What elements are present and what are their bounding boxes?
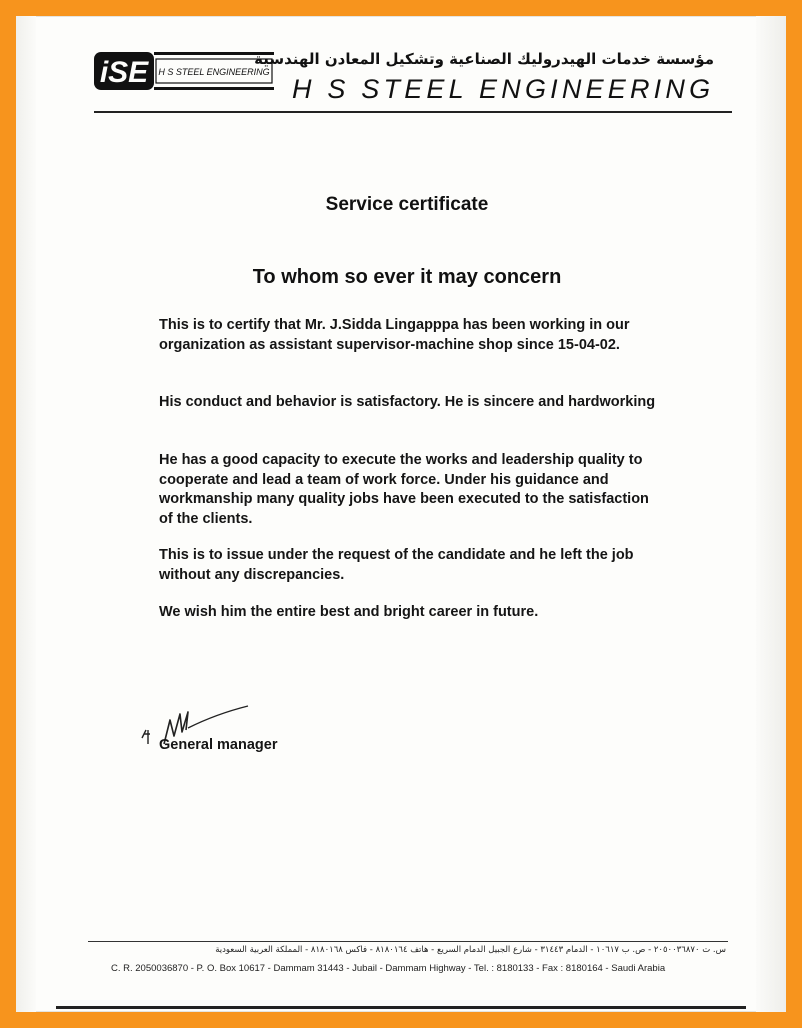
bottom-border — [56, 1006, 746, 1009]
company-name: H S STEEL ENGINEERING — [292, 74, 715, 104]
company-name-arabic: مؤسسة خدمات الهيدروليك الصناعية وتشكيل المعادن الهندسية — [254, 50, 714, 68]
logo-tagline: H S STEEL ENGINEERING — [158, 67, 270, 77]
paragraph-capacity: He has a good capacity to execute the works and leadership quality to cooperate and lead a team of work force. Under his guidance and workmanship many quality jobs have been executed to the satisfaction of the clients. — [159, 452, 649, 527]
footer-divider — [88, 941, 728, 942]
scan-edge-right — [756, 16, 786, 1012]
company-logo — [92, 46, 276, 94]
footer-address: C. R. 2050036870 - P. O. Box 10617 - Dammam 31443 - Jubail - Dammam Highway - Tel. : 8180133 - Fax : 8180164 - Saudi Arabia — [111, 963, 666, 974]
paragraph-wishes: We wish him the entire best and bright career in future. — [159, 604, 539, 620]
logo-mark-text: iSE — [99, 56, 149, 89]
document-salutation: To whom so ever it may concern — [252, 266, 562, 288]
footer-address-arabic: س. ت ٢٠٥٠٠٣٦٨٧٠ - ص. ب ١٠٦١٧ - الدمام ٣١٤٤٣ - شارع الجبيل الدمام السريع - هاتف ٨١٨٠١٦٤ - فاكس ٨١٨٠١٦٨ - المملكة العربية السعودية — [215, 945, 726, 955]
paragraph-conduct: His conduct and behavior is satisfactory. He is sincere and hardworking — [159, 394, 656, 410]
signatory-title: General manager — [159, 737, 278, 753]
scan-edge-left — [16, 16, 36, 1012]
paragraph-employment: This is to certify that Mr. J.Sidda Lingapppa has been working in our organization as assistant supervisor-machine shop since 15-04-02. — [159, 317, 630, 353]
document-title: Service certificate — [325, 194, 489, 215]
header-divider — [94, 111, 732, 113]
paragraph-issue: This is to issue under the request of the candidate and he left the job without any discrepancies. — [159, 547, 634, 583]
certificate-page — [16, 16, 786, 1012]
